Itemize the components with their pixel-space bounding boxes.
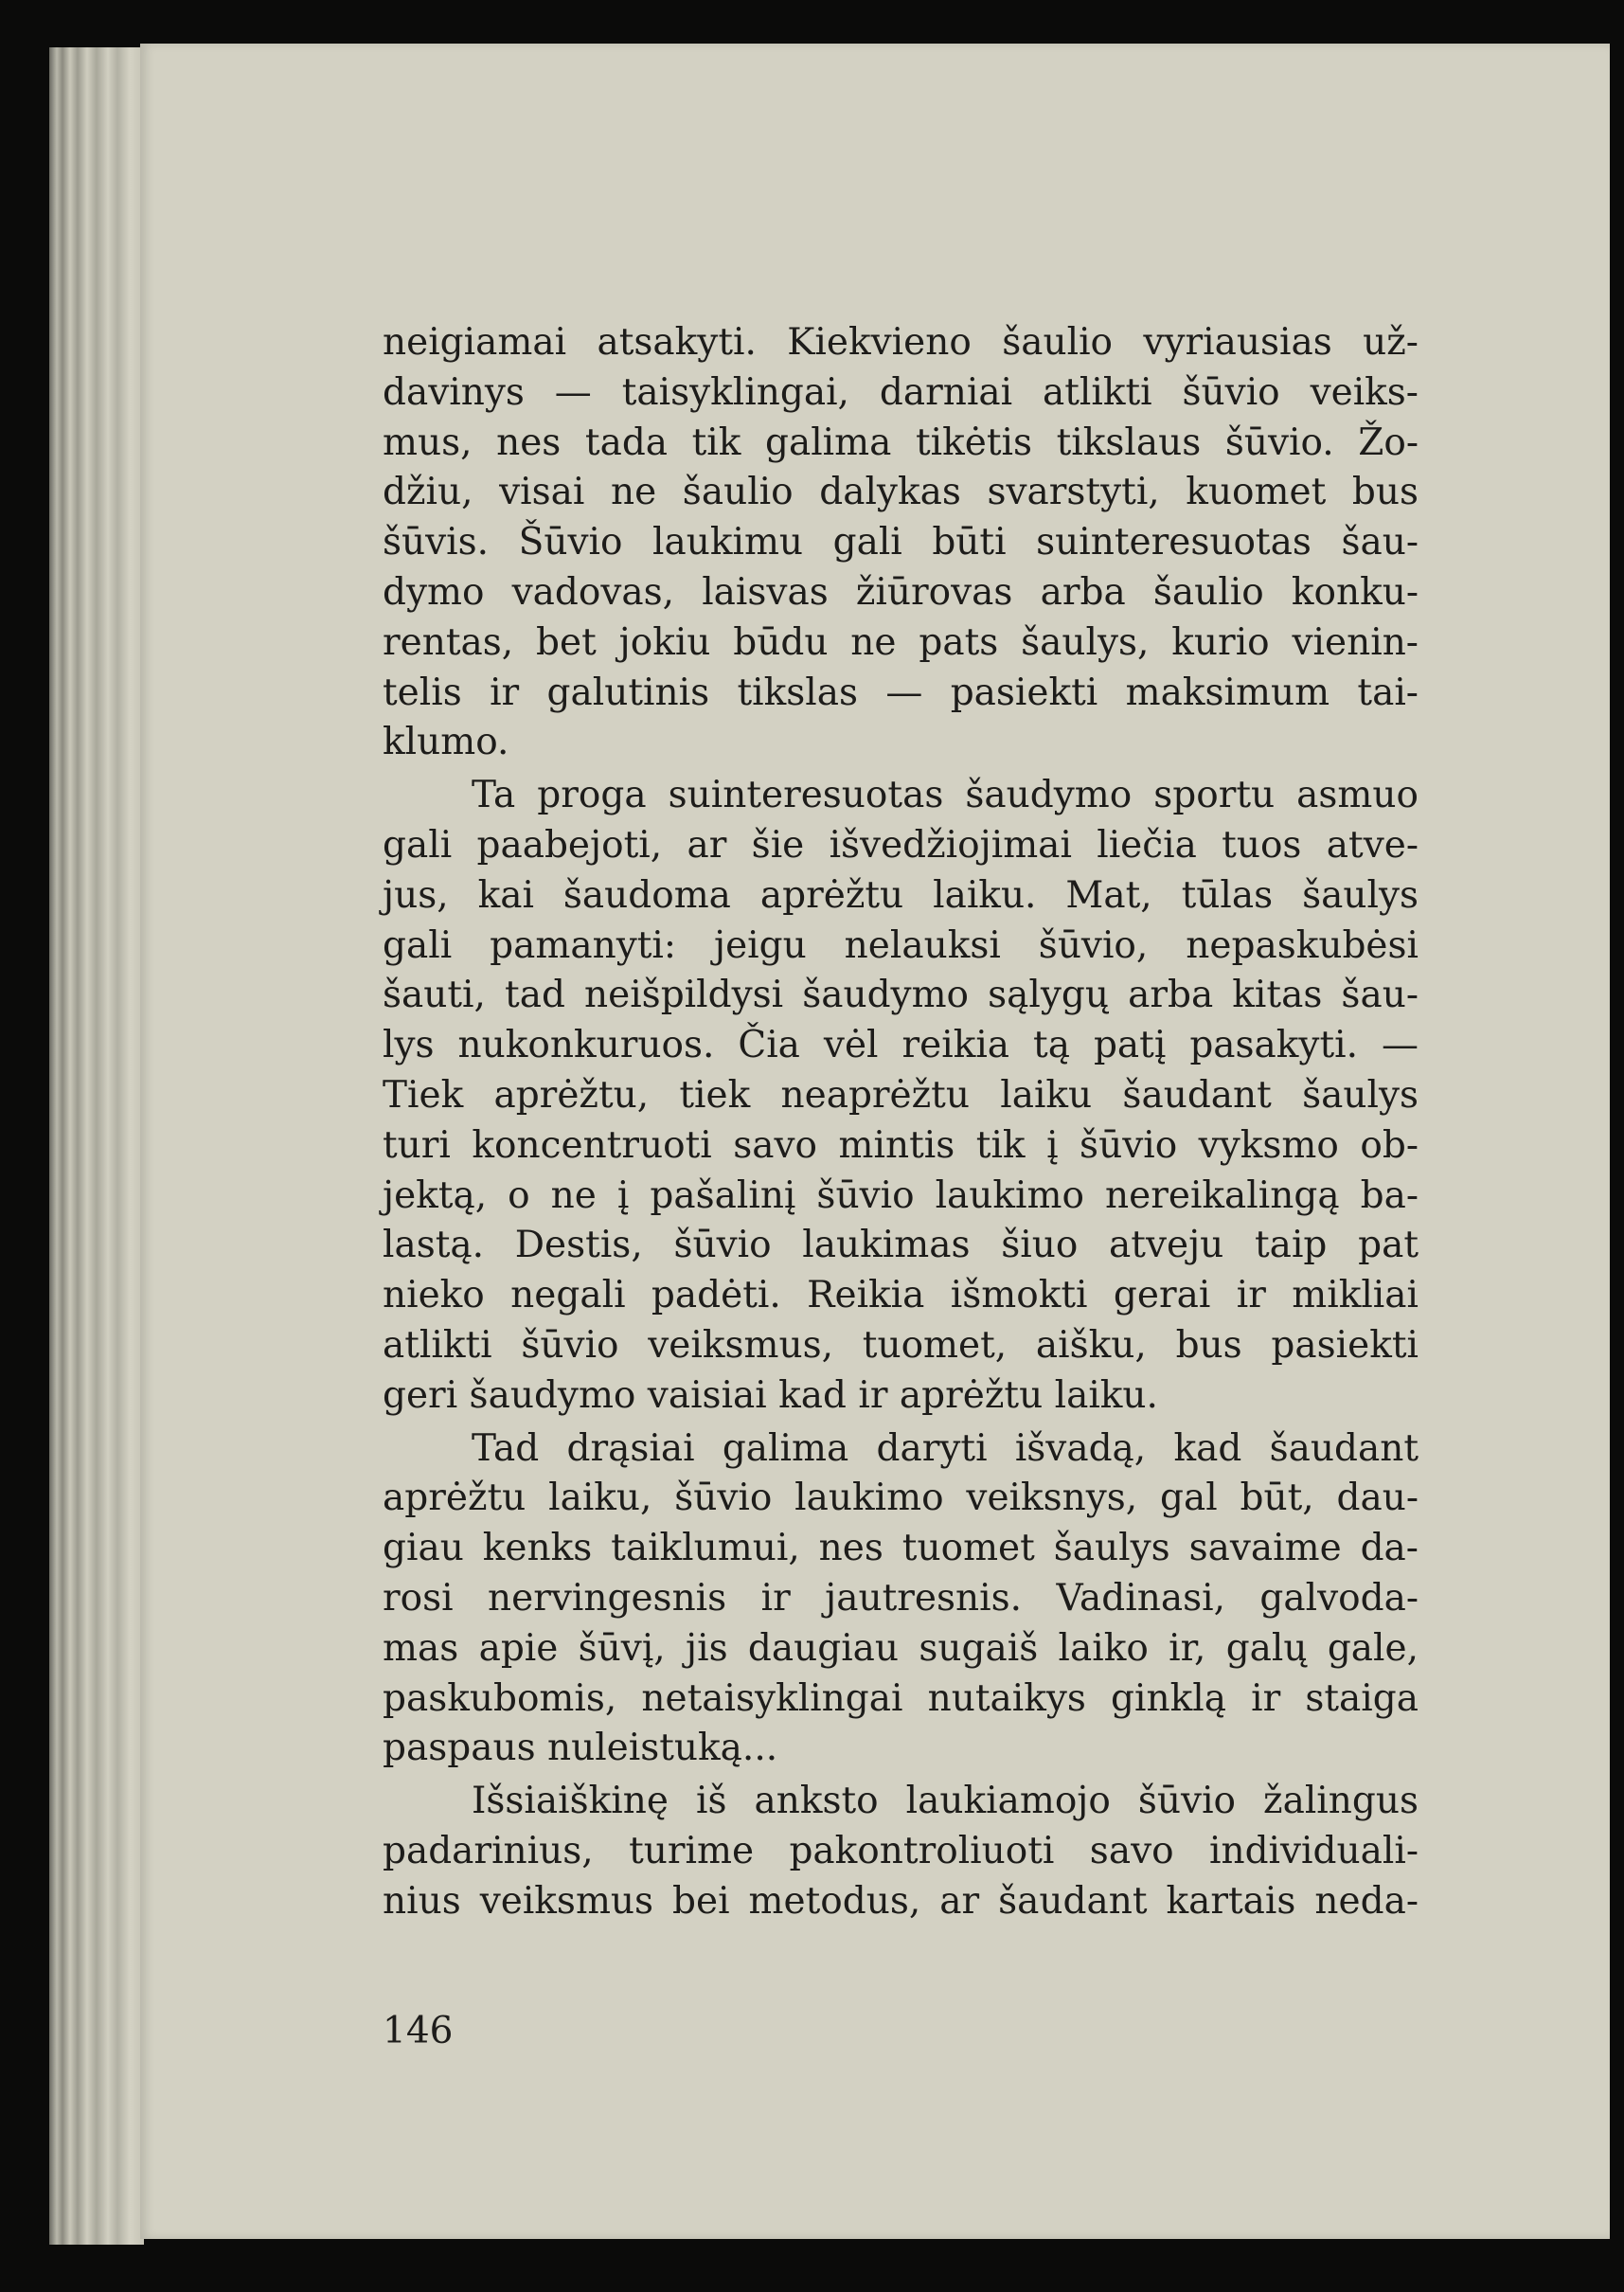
text-line: Ta proga suinteresuotas šaudymo sportu asmuo	[472, 774, 1419, 817]
text-line: šauti, tad neišpildysi šaudymo sąlygų arba kitas šau-	[383, 974, 1419, 1017]
text-line: lastą. Destis, šūvio laukimas šiuo atveju taip pat	[383, 1224, 1419, 1267]
text-line: gali paabejoti, ar šie išvedžiojimai liečia tuos atve-	[383, 823, 1419, 867]
text-line: rentas, bet jokiu būdu ne pats šaulys, kurio vienin-	[383, 620, 1419, 664]
text-line: Tad drąsiai galima daryti išvadą, kad šaudant	[472, 1426, 1419, 1470]
text-line: rosi nervingesnis ir jautresnis. Vadinasi, galvoda-	[383, 1576, 1419, 1620]
text-line: telis ir galutinis tikslas — pasiekti maksimum tai-	[383, 671, 1419, 714]
text-line: šūvis. Šūvio laukimu gali būti suinteresuotas šau-	[383, 521, 1419, 564]
text-line: lys nukonkuruos. Čia vėl reikia tą patį pasakyti. —	[383, 1024, 1419, 1067]
text-line: jus, kai šaudoma aprėžtu laiku. Mat, tūlas šaulys	[383, 873, 1419, 917]
text-line: mus, nes tada tik galima tikėtis tikslaus šūvio. Žo-	[383, 421, 1419, 464]
text-line: aprėžtu laiku, šūvio laukimo veiksnys, gal būt, dau-	[383, 1477, 1419, 1520]
text-line: paspaus nuleistuką...	[383, 1727, 778, 1770]
text-line: džiu, visai ne šaulio dalykas svarstyti, kuomet bus	[383, 471, 1419, 514]
text-line: atlikti šūvio veiksmus, tuomet, aišku, bus pasiekti	[383, 1323, 1419, 1367]
text-line: Tiek aprėžtu, tiek neaprėžtu laiku šaudant šaulys	[383, 1073, 1419, 1117]
text-line: jektą, o ne į pašalinį šūvio laukimo nereikalingą ba-	[383, 1173, 1419, 1217]
text-line: Išsiaiškinę iš anksto laukiamojo šūvio žalingus	[472, 1780, 1419, 1823]
text-line: gali pamanyti: jeigu nelauksi šūvio, nepaskubėsi	[383, 923, 1419, 967]
text-line: mas apie šūvį, jis daugiau sugaiš laiko ir, galų gale,	[383, 1626, 1419, 1670]
text-line: neigiamai atsakyti. Kiekvieno šaulio vyriausias už-	[383, 321, 1419, 364]
text-line: giau kenks taiklumui, nes tuomet šaulys savaime da-	[383, 1527, 1419, 1570]
text-line: nieko negali padėti. Reikia išmokti gerai ir mikliai	[383, 1274, 1419, 1317]
text-line: padarinius, turime pakontroliuoti savo individuali-	[383, 1829, 1419, 1872]
text-line: nius veiksmus bei metodus, ar šaudant kartais neda-	[383, 1879, 1419, 1923]
text-line: davinys — taisyklingai, darniai atlikti šūvio veiks-	[383, 370, 1419, 414]
text-line: geri šaudymo vaisiai kad ir aprėžtu laiku.	[383, 1373, 1158, 1417]
text-line: klumo.	[383, 721, 509, 764]
page-edges	[49, 47, 144, 2245]
page-number: 146	[383, 2010, 454, 2052]
body-text	[383, 318, 1419, 1927]
text-line: dymo vadovas, laisvas žiūrovas arba šaulio konku-	[383, 570, 1419, 614]
text-line: turi koncentruoti savo mintis tik į šūvio vyksmo ob-	[383, 1123, 1419, 1167]
text-line: paskubomis, netaisyklingai nutaikys ginklą ir staiga	[383, 1676, 1419, 1720]
